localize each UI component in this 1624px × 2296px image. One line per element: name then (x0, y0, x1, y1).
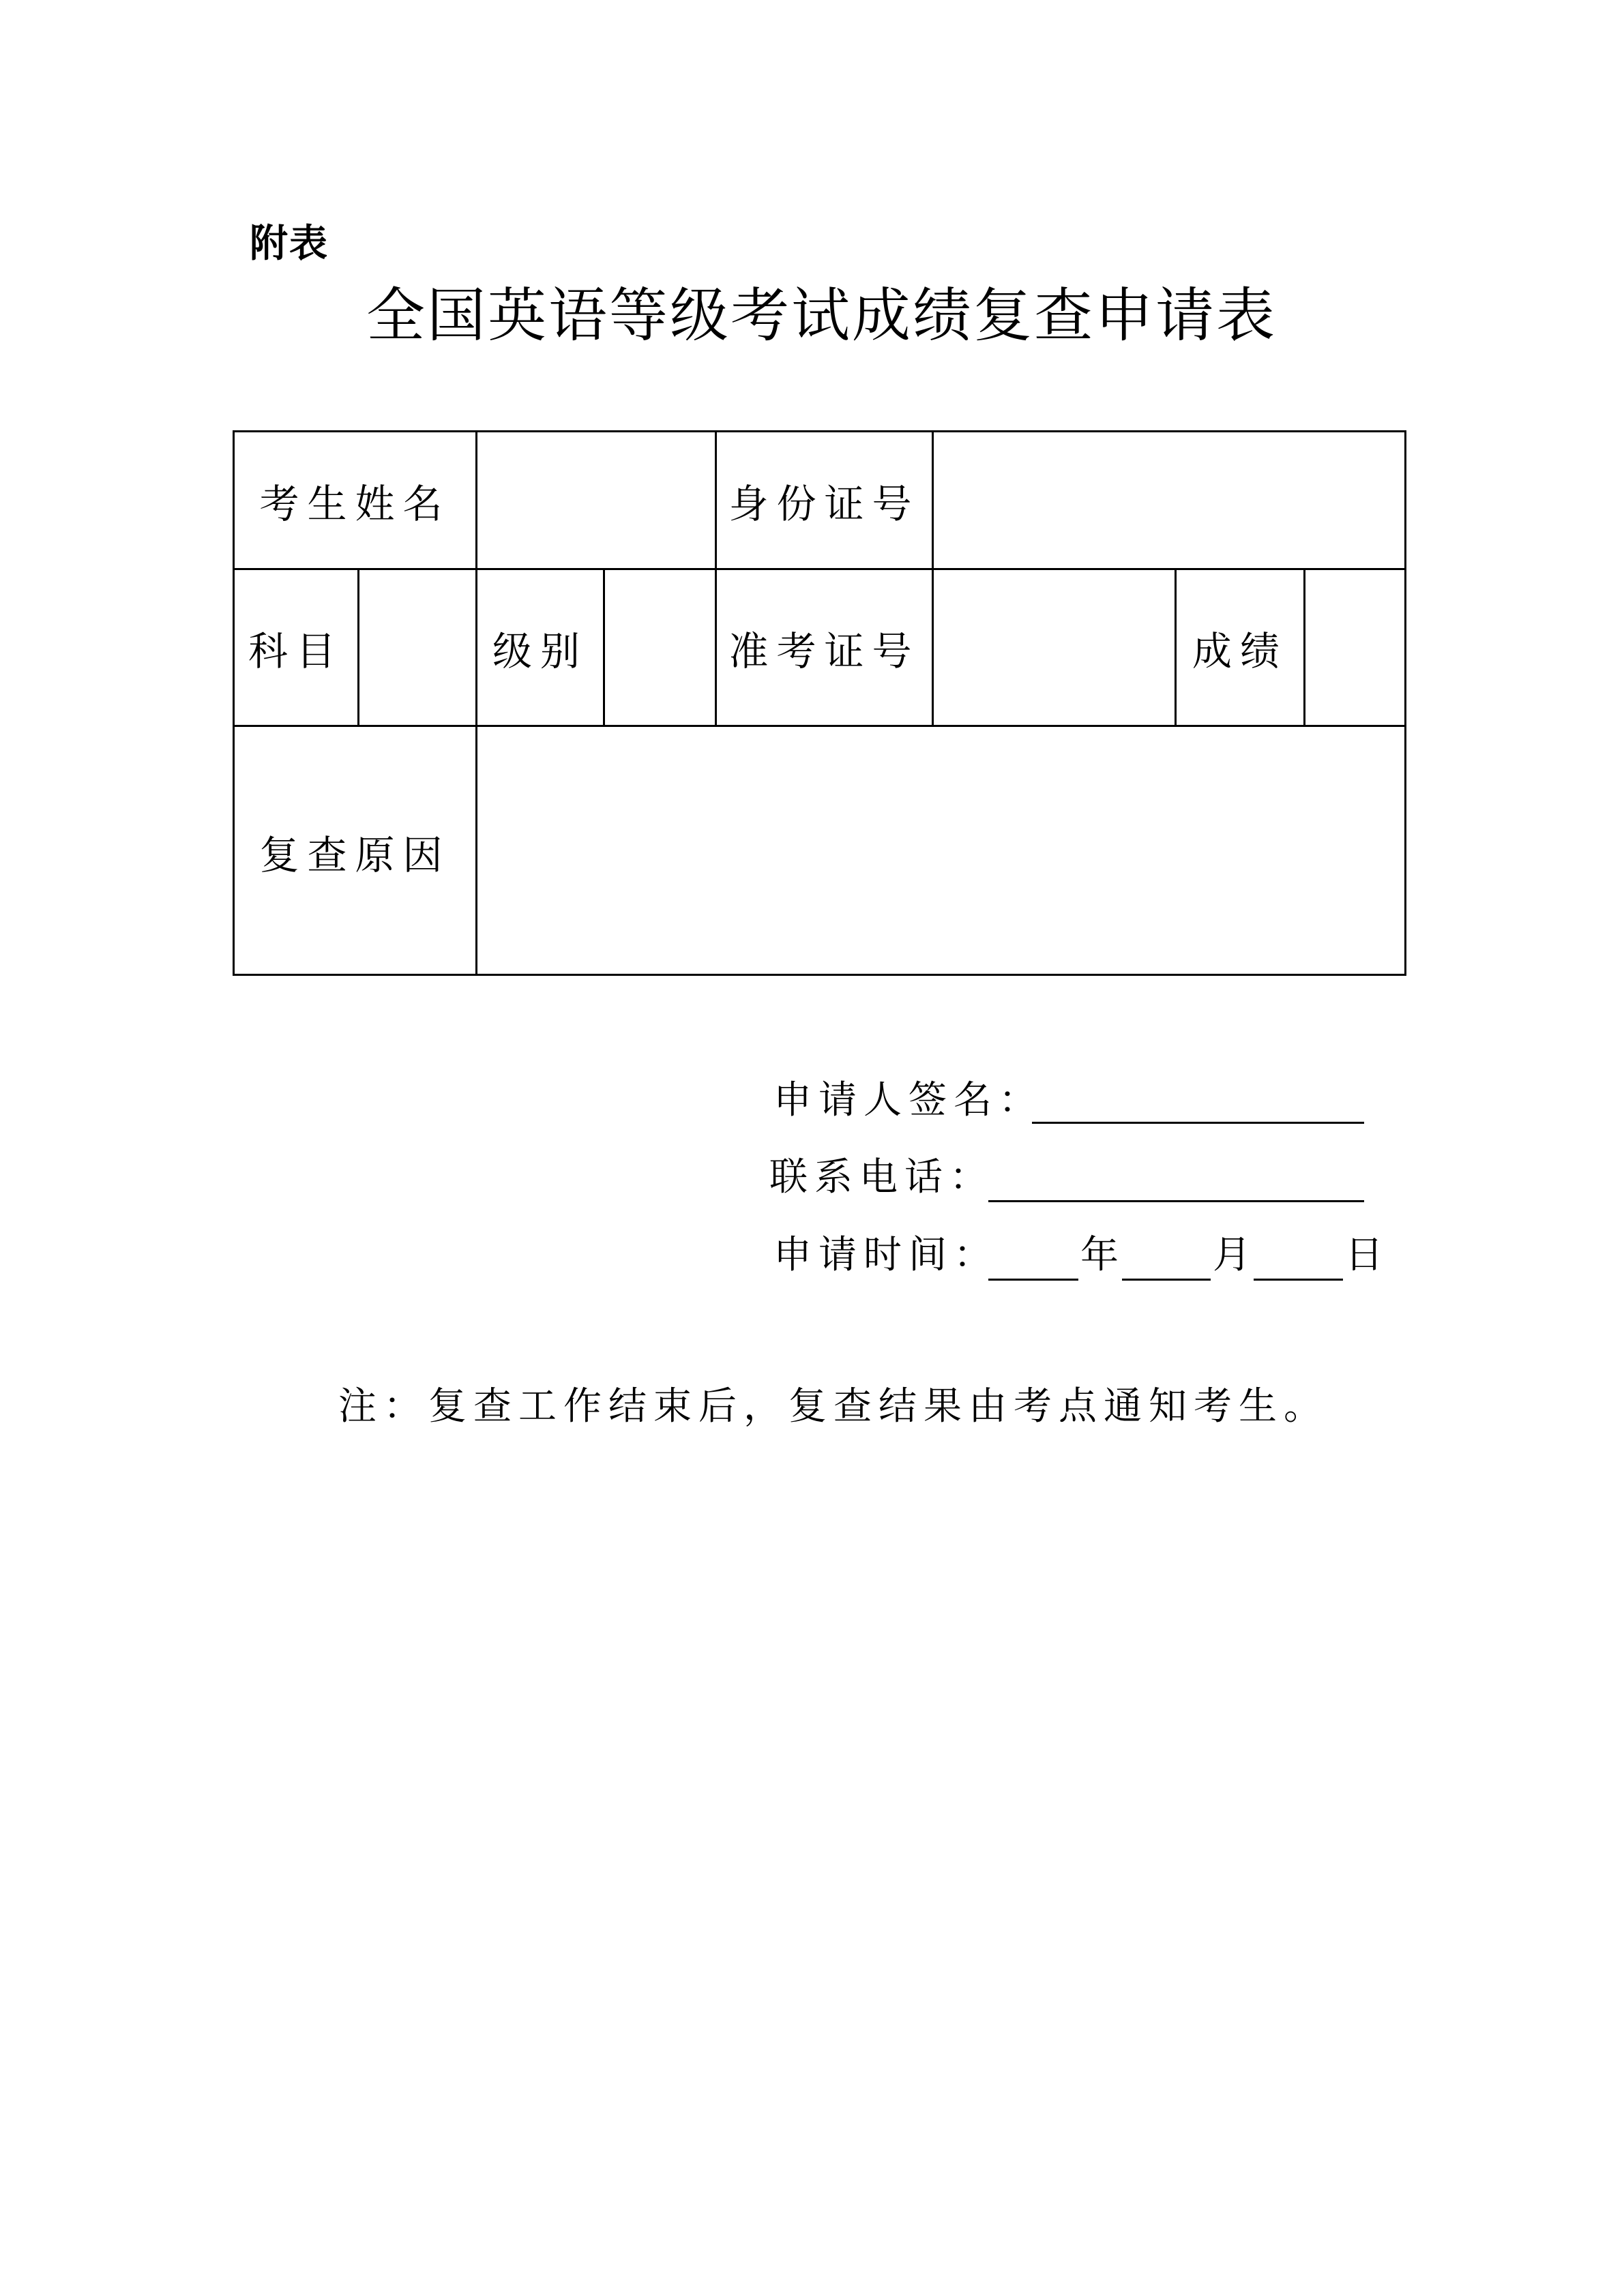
day-unit: 日 (1345, 1233, 1390, 1277)
month-unit: 月 (1213, 1233, 1258, 1277)
footer-note: 注：复查工作结束后，复查结果由考点通知考生。 (338, 1384, 1329, 1429)
year-unit: 年 (1080, 1233, 1125, 1277)
student-name-field[interactable] (477, 432, 715, 568)
application-date-label: 申请时间： (773, 1233, 999, 1277)
admission-ticket-label: 准考证号 (728, 627, 920, 674)
review-reason-label: 复查原因 (259, 831, 451, 878)
id-number-label: 身份证号 (728, 480, 920, 527)
contact-phone-label: 联系电话： (769, 1155, 994, 1199)
score-label: 成绩 (1192, 627, 1288, 674)
month-field[interactable] (1122, 1233, 1211, 1281)
subject-label: 科目 (248, 627, 344, 674)
review-reason-field[interactable] (477, 727, 1404, 976)
student-name-label: 考生姓名 (259, 480, 451, 527)
id-number-field[interactable] (934, 432, 1404, 568)
contact-phone-field[interactable] (988, 1154, 1364, 1202)
subject-field[interactable] (359, 570, 475, 725)
document-title: 全国英语等级考试成绩复查申请表 (366, 282, 1277, 350)
admission-ticket-field[interactable] (934, 570, 1175, 725)
day-field[interactable] (1254, 1233, 1343, 1281)
applicant-signature-label: 申请人签名： (773, 1078, 1044, 1122)
appendix-label: 附表 (250, 222, 329, 266)
year-field[interactable] (988, 1233, 1078, 1281)
score-field[interactable] (1305, 570, 1404, 725)
level-label: 级别 (492, 627, 588, 674)
application-form-table (233, 430, 1406, 976)
applicant-signature-field[interactable] (1032, 1076, 1364, 1124)
level-field[interactable] (605, 570, 715, 725)
